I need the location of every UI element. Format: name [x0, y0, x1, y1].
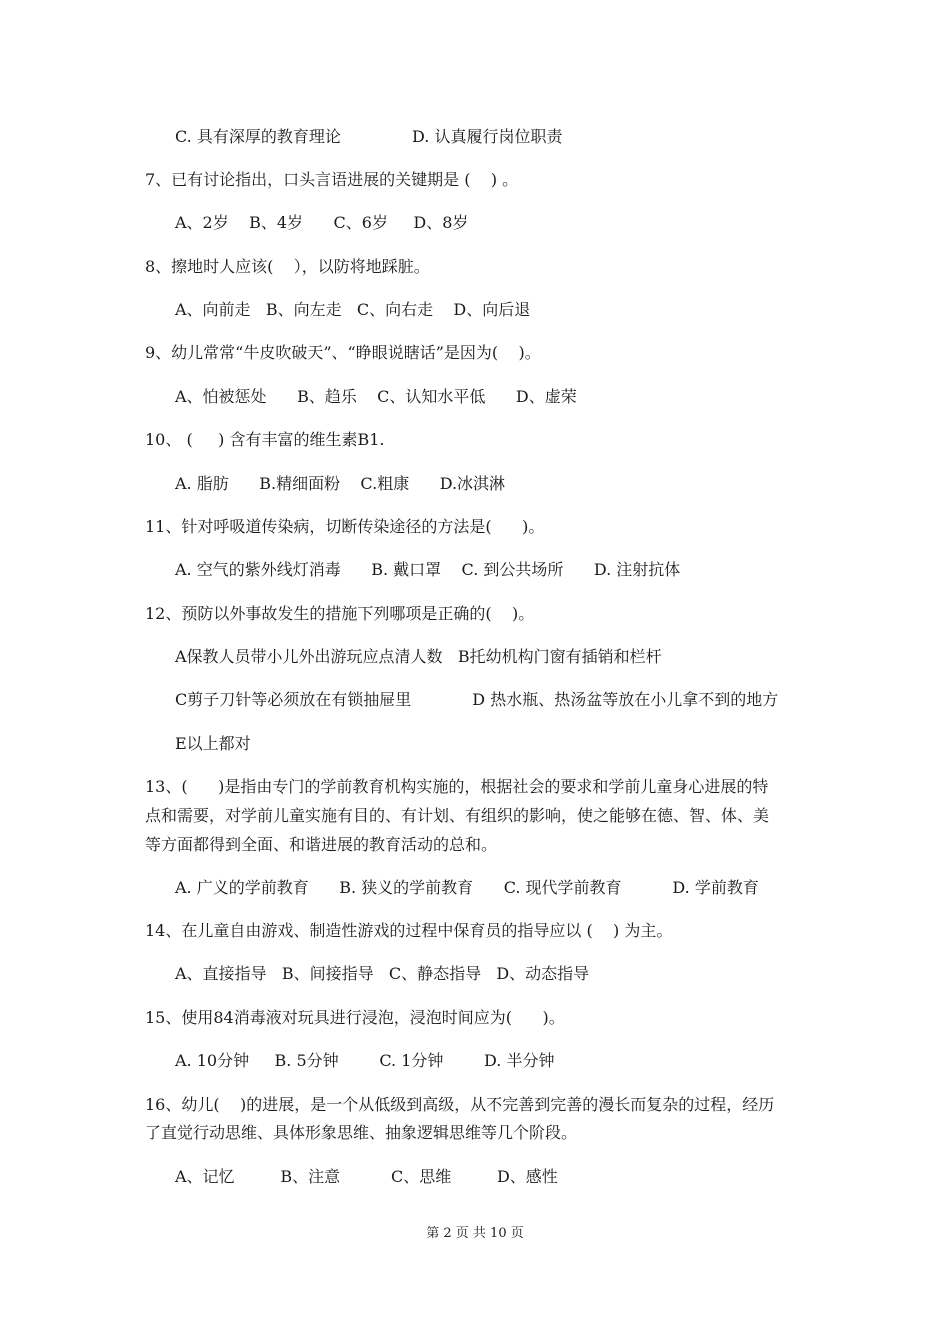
- q14-options: A、直接指导 B、间接指导 C、静态指导 D、动态指导: [175, 964, 590, 983]
- question-13-line-3: 等方面都得到全面、和谐进展的教育活动的总和。: [145, 835, 498, 854]
- question-14: 14、在儿童自由游戏、制造性游戏的过程中保育员的指导应以 ( ) 为主。: [145, 921, 673, 940]
- question-11: 11、针对呼吸道传染病，切断传染途径的方法是( )。: [145, 517, 545, 536]
- q8-options: A、向前走 B、向左走 C、向右走 D、向后退: [175, 300, 531, 319]
- question-13-line-2: 点和需要，对学前儿童实施有目的、有计划、有组织的影响，使之能够在德、智、体、美: [145, 806, 770, 825]
- question-16-line-1: 16、幼儿( )的进展，是一个从低级到高级，从不完善到完善的漫长而复杂的过程，经历: [145, 1095, 775, 1114]
- q15-options: A. 10分钟 B. 5分钟 C. 1分钟 D. 半分钟: [175, 1051, 555, 1070]
- question-10: 10、 ( ) 含有丰富的维生素B1.: [145, 430, 385, 449]
- page-number: 第 2 页 共 10 页: [426, 1226, 524, 1241]
- q6-options-cd: C. 具有深厚的教育理论 D. 认真履行岗位职责: [175, 127, 563, 146]
- q10-options: A. 脂肪 B.精细面粉 C.粗康 D.冰淇淋: [175, 474, 506, 493]
- question-8: 8、擦地时人应该( ），以防将地踩脏。: [145, 257, 430, 276]
- q12-option-e: E以上都对: [175, 734, 251, 753]
- question-12: 12、预防以外事故发生的措施下列哪项是正确的( )。: [145, 604, 535, 623]
- q7-options: A、2岁 B、4岁 C、6岁 D、8岁: [175, 213, 469, 232]
- question-7: 7、已有讨论指出，口头言语进展的关键期是 ( ) 。: [145, 170, 519, 189]
- q16-options: A、记忆 B、注意 C、思维 D、感性: [175, 1167, 558, 1186]
- question-15: 15、使用84消毒液对玩具进行浸泡，浸泡时间应为( )。: [145, 1008, 565, 1027]
- question-9: 9、幼儿常常“牛皮吹破天”、“睁眼说瞎话”是因为( )。: [145, 343, 541, 362]
- question-16-line-2: 了直觉行动思维、具体形象思维、抽象逻辑思维等几个阶段。: [145, 1123, 578, 1142]
- q12-options-cd: C剪子刀针等必须放在有锁抽屉里 D 热水瓶、热汤盆等放在小儿拿不到的地方: [175, 690, 779, 709]
- question-13-line-1: 13、( )是指由专门的学前教育机构实施的，根据社会的要求和学前儿童身心进展的特: [145, 777, 769, 796]
- q12-options-ab: A保教人员带小儿外出游玩应点清人数 B托幼机构门窗有插销和栏杆: [175, 647, 662, 666]
- q13-options: A. 广义的学前教育 B. 狭义的学前教育 C. 现代学前教育 D. 学前教育: [175, 878, 759, 897]
- q9-options: A、怕被惩处 B、趋乐 C、认知水平低 D、虚荣: [175, 387, 577, 406]
- q11-options: A. 空气的紫外线灯消毒 B. 戴口罩 C. 到公共场所 D. 注射抗体: [175, 560, 681, 579]
